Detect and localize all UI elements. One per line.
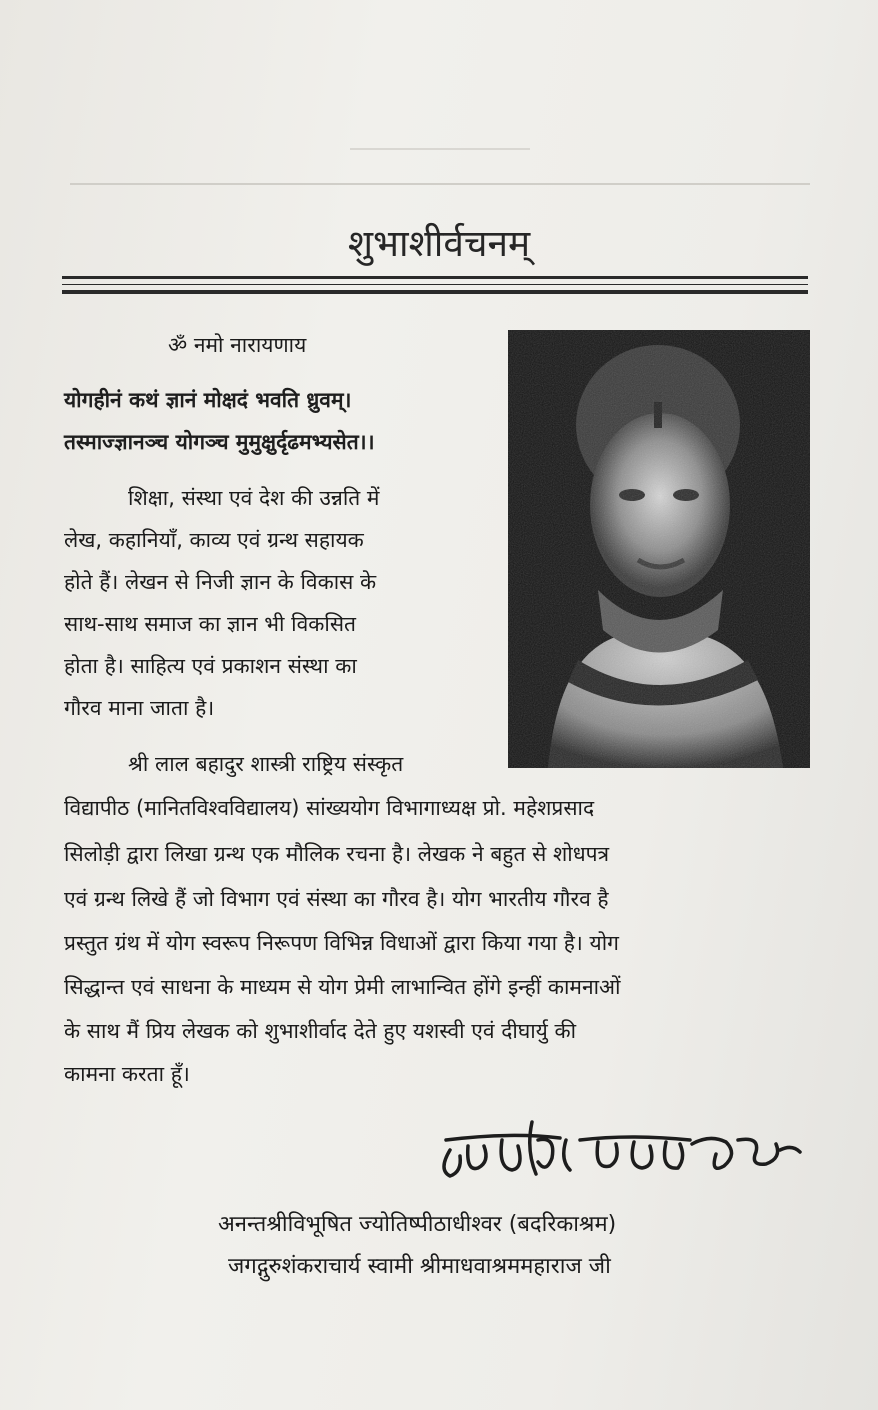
invocation: ॐ नमो नारायणाय <box>168 333 307 357</box>
paragraph-2-line: विद्यापीठ (मानितविश्वविद्यालय) सांख्ययोग विभागाध्यक्ष प्रो. महेशप्रसाद <box>64 796 595 820</box>
bleed-through-rule <box>70 183 810 185</box>
paragraph-1-line: साथ-साथ समाज का ज्ञान भी विकसित <box>64 612 357 636</box>
title-rule-top <box>62 276 808 279</box>
footer-name-line: जगद्गुरुशंकराचार्य स्वामी श्रीमाधवाश्रममहाराज जी <box>228 1254 611 1279</box>
paragraph-2-line: सिलोड़ी द्वारा लिखा ग्रन्थ एक मौलिक रचना है। लेखक ने बहुत से शोधपत्र <box>64 842 610 866</box>
page-title: शुभाशीर्वचनम् <box>347 222 531 265</box>
bleed-through-line <box>350 148 530 150</box>
footer-title-line: अनन्तश्रीविभूषित ज्योतिष्पीठाधीश्वर (बदरिकाश्रम) <box>218 1212 617 1237</box>
title-rule-middle <box>62 284 808 285</box>
paragraph-2-line: के साथ मैं प्रिय लेखक को शुभाशीर्वाद देते हुए यशस्वी एवं दीघार्यु की <box>64 1019 577 1043</box>
paragraph-2-line: सिद्धान्त एवं साधना के माध्यम से योग प्रेमी लाभान्वित होंगे इन्हीं कामनाओं <box>64 975 621 999</box>
paragraph-2-line: श्री लाल बहादुर शास्त्री राष्ट्रिय संस्कृत <box>128 752 404 776</box>
paragraph-1-line: होते हैं। लेखन से निजी ज्ञान के विकास के <box>64 570 377 594</box>
verse-line-1: योगहीनं कथं ज्ञानं मोक्षदं भवति ध्रुवम्। <box>64 388 352 412</box>
paragraph-2-line: एवं ग्रन्थ लिखे हैं जो विभाग एवं संस्था का गौरव है। योग भारतीय गौरव है <box>64 887 609 911</box>
paragraph-2-line: कामना करता हूँ। <box>64 1062 190 1086</box>
title-rule-bottom <box>62 290 808 294</box>
verse-line-2: तस्माज्ज्ञानञ्च योगञ्च मुमुक्षुर्दृढमभ्यसेत।। <box>64 430 375 454</box>
portrait-image <box>508 330 810 768</box>
portrait-photo <box>508 330 810 768</box>
paragraph-1-line: होता है। साहित्य एवं प्रकाशन संस्था का <box>64 654 357 678</box>
signature-image <box>420 1110 820 1186</box>
paragraph-1-line: शिक्षा, संस्था एवं देश की उन्नति में <box>128 486 380 510</box>
paragraph-2-line: प्रस्तुत ग्रंथ में योग स्वरूप निरूपण विभिन्न विधाओं द्वारा किया गया है। योग <box>64 931 619 955</box>
paragraph-1-line: गौरव माना जाता है। <box>64 696 215 720</box>
paragraph-1-line: लेख, कहानियाँ, काव्य एवं ग्रन्थ सहायक <box>64 528 364 552</box>
